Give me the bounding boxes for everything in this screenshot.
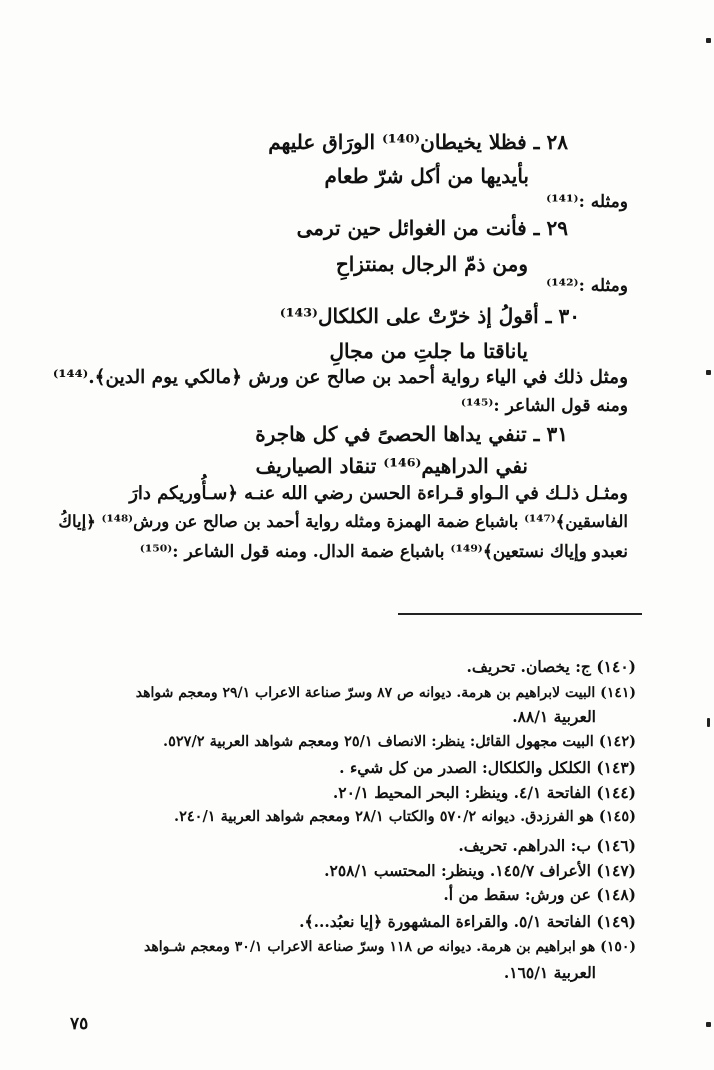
footnote-148: (١٤٨) عن ورش: سقط من أ. bbox=[443, 885, 636, 904]
footnote-140: (١٤٠) ج: يخصان. تحريف. bbox=[466, 657, 636, 676]
verse-28-second-hemistich: بأيديها من أكل شرّ طعام bbox=[324, 164, 529, 188]
scan-speck bbox=[706, 1022, 711, 1027]
footnote-149: (١٤٩) الفاتحة ٥/١. والقراءة المشهورة ﴿إيا نعبُد...﴾. bbox=[299, 912, 636, 931]
example-intro: ومثله :⁽¹⁴¹⁾ bbox=[546, 192, 628, 212]
footnote-separator bbox=[398, 613, 642, 615]
example-intro: ومثله :⁽¹⁴²⁾ bbox=[546, 276, 628, 296]
footnote-142: (١٤٢) البيت مجهول القائل: ينظر: الانصاف ٢٥/١ ومعجم شواهد العربية ٥٢٧/٢. bbox=[163, 733, 636, 750]
verse-30-second-hemistich: ياناقتا ما جلتِ من مجالِ bbox=[329, 339, 528, 363]
prose-line: ومثـل ذلـك في الـواو قـراءة الحسن رضي الله عنـه ﴿سـأُوريكم دارَ bbox=[129, 483, 628, 504]
prose-line: ومنه قول الشاعر :⁽¹⁴⁵⁾ bbox=[460, 396, 628, 416]
verse-29-first-hemistich: ٢٩ ـ فأنت من الغوائل حين ترمى bbox=[296, 216, 568, 240]
footnote-143: (١٤٣) الكلكل والكلكال: الصدر من كل شيء . bbox=[339, 758, 636, 777]
scan-speck bbox=[707, 718, 710, 727]
page-number: ٧٥ bbox=[70, 1014, 89, 1034]
footnote-145: (١٤٥) هو الفرزدق. ديوانه ٥٧٠/٢ والكتاب ٢٨/١ ومعجم شواهد العربية ٢٤٠/١. bbox=[174, 808, 636, 825]
footnote-146: (١٤٦) ب: الدراهم. تحريف. bbox=[458, 836, 636, 855]
prose-line: نعبدو وإياك نستعين﴾⁽¹⁴⁹⁾ باشباع ضمة الدال. ومنه قول الشاعر :⁽¹⁵⁰⁾ bbox=[139, 542, 628, 562]
prose-line: الفاسقين﴾⁽¹⁴⁷⁾ باشباع ضمة الهمزة ومثله رواية أحمد بن صالح عن ورش⁽¹⁴⁸⁾ ﴿إياكُ bbox=[58, 512, 628, 531]
verse-29-second-hemistich: ومن ذمّ الرجال بمنتزاحِ bbox=[335, 252, 528, 276]
scan-speck bbox=[706, 370, 711, 375]
footnote-150-continuation: العربية ١٦٥/١. bbox=[503, 963, 596, 982]
verse-31-second-hemistich: نفي الدراهيم⁽¹⁴⁶⁾ تنقاد الصياريف bbox=[255, 454, 528, 478]
footnote-147: (١٤٧) الأعراف ١٤٥/٧. وينظر: المحتسب ٢٥٨/١. bbox=[324, 861, 636, 880]
prose-line: ومثل ذلك في الياء رواية أحمد بن صالح عن ورش ﴿مالكي يوم الدين﴾.⁽¹⁴⁴⁾ bbox=[52, 367, 628, 388]
footnote-141: (١٤١) البيت لابراهيم بن هرمة. ديوانه ص ٨٧ وسرّ صناعة الاعراب ٢٩/١ ومعجم شواهد bbox=[135, 685, 636, 701]
verse-31-first-hemistich: ٣١ ـ تنفي يداها الحصىً في كل هاجرة bbox=[255, 422, 568, 446]
verse-30-first-hemistich: ٣٠ ـ أقولُ إذ خرّتْ على الكلكال⁽¹⁴³⁾ bbox=[279, 304, 580, 328]
footnote-150: (١٥٠) هو ابراهيم بن هرمة. ديوانه ص ١١٨ وسرّ صناعة الاعراب ٣٠/١ ومعجم شـواهد bbox=[143, 939, 636, 955]
footnote-141-continuation: العربية ٨٨/١. bbox=[512, 707, 596, 726]
scan-speck bbox=[706, 38, 711, 43]
footnote-144: (١٤٤) الفاتحة ٤/١. وينظر: البحر المحيط ٢٠/١. bbox=[332, 783, 636, 802]
verse-28-first-hemistich: ٢٨ ـ فظلا يخيطان⁽¹⁴⁰⁾ الورَاق عليهم bbox=[268, 130, 568, 154]
